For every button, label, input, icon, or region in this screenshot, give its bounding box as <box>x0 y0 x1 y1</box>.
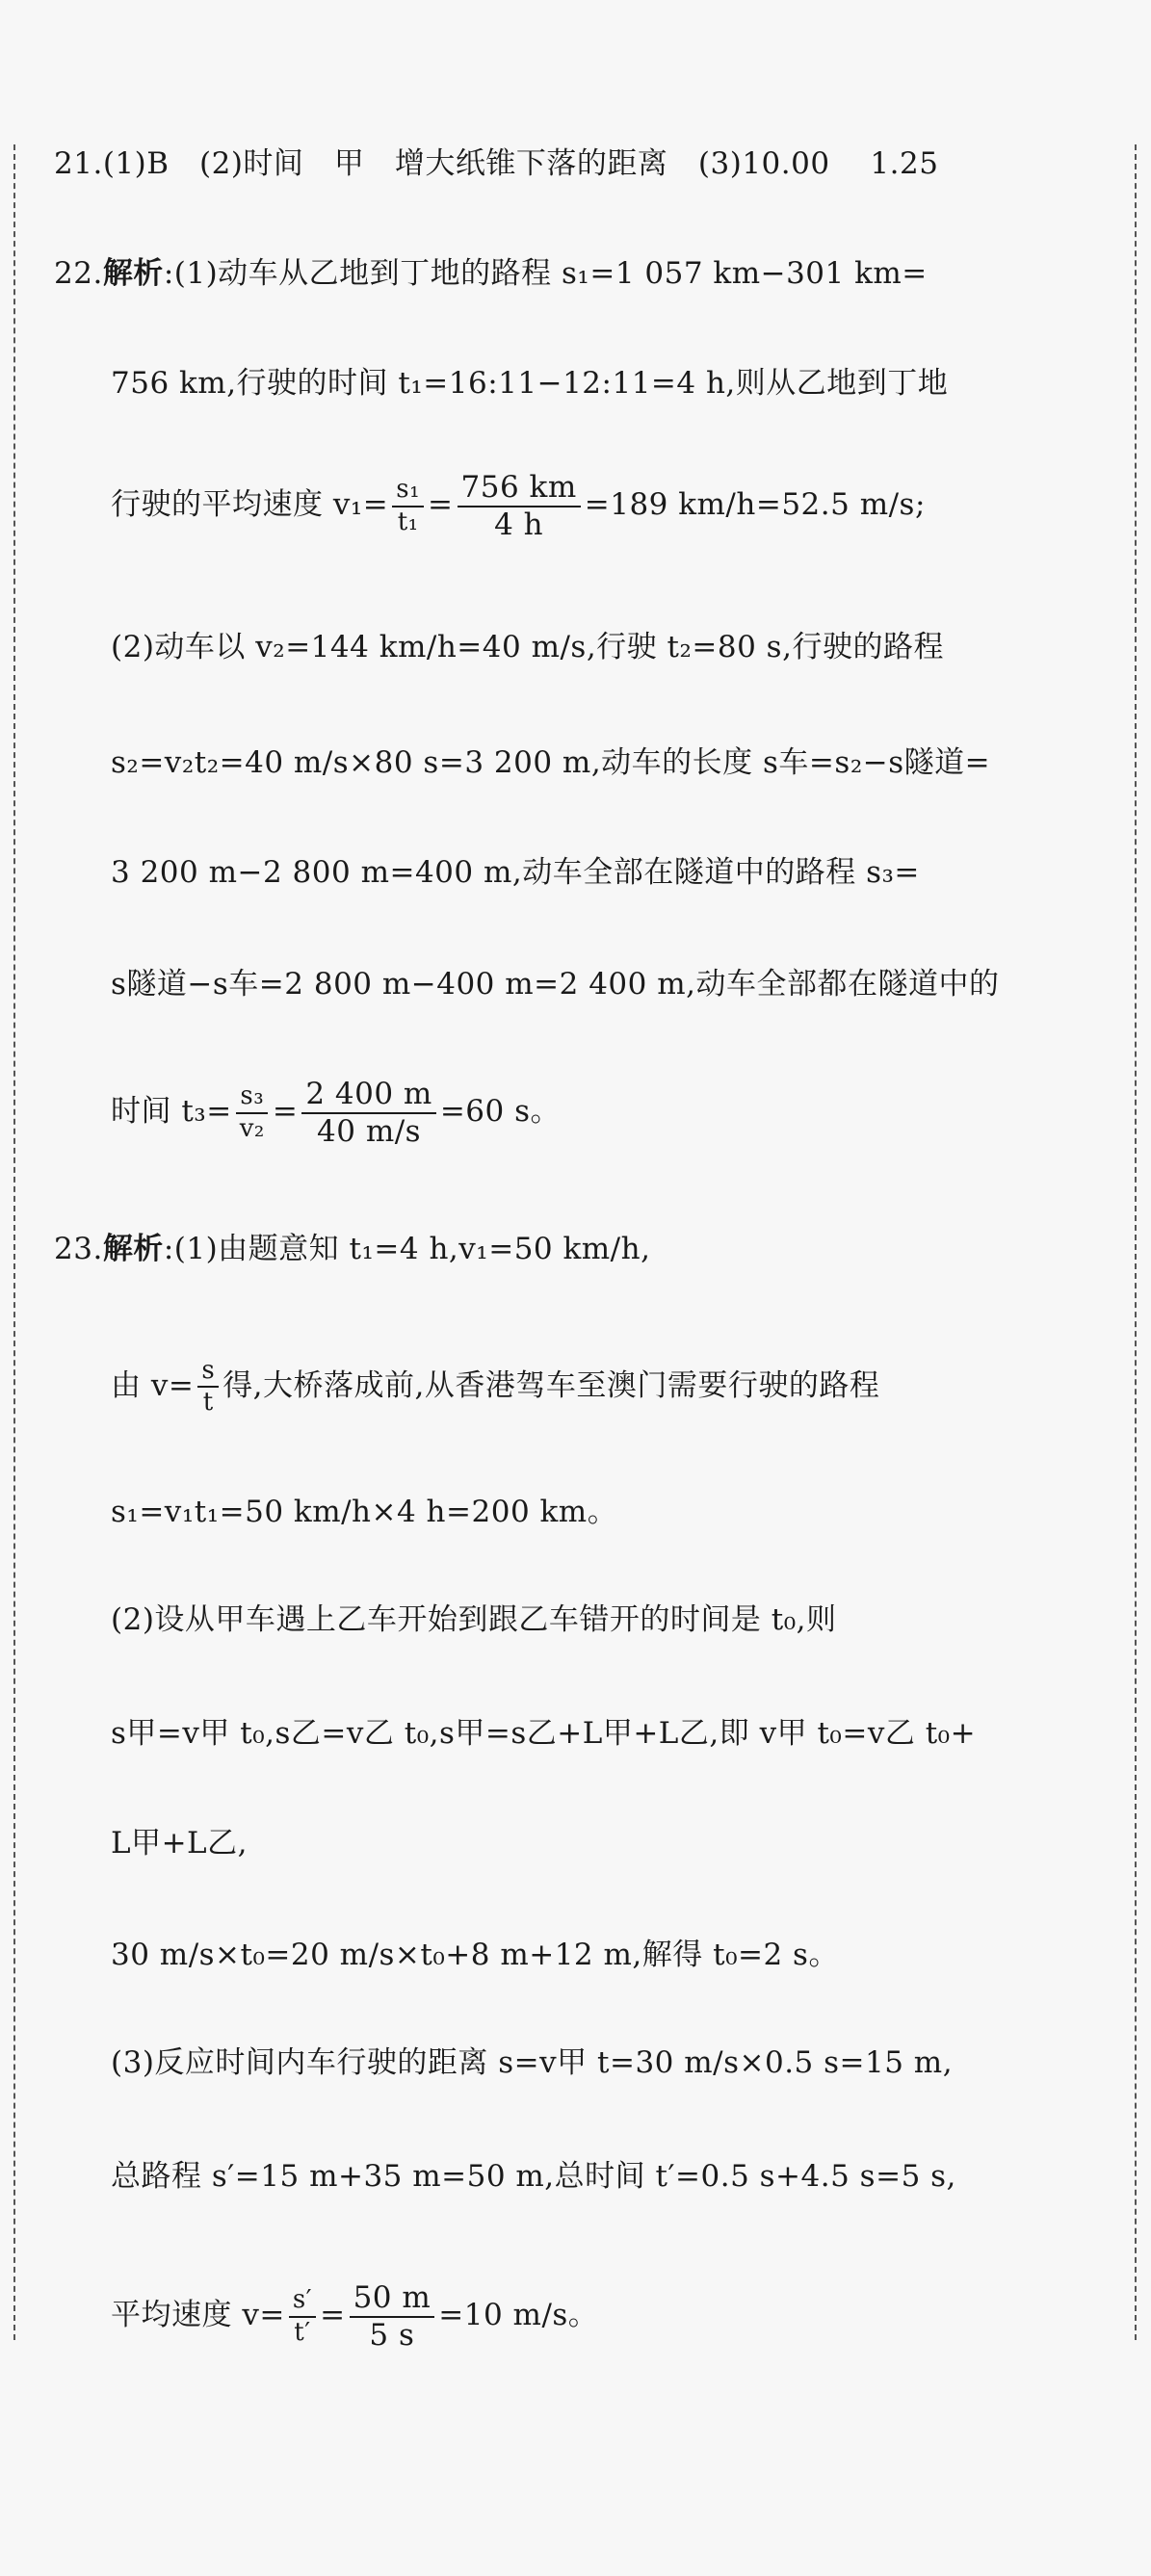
q22-line-3 <box>111 472 926 540</box>
q22-line-2: 756 km,行驶的时间 t₁=16:11−12:11=4 h,则从乙地到丁地 <box>111 366 949 401</box>
frac-den: 4 h <box>494 507 544 542</box>
q22-text-1: :(1)动车从乙地到丁地的路程 s₁=1 057 km−301 km= <box>163 256 928 291</box>
q23-line-2 <box>111 1358 879 1417</box>
frac-den: t₁ <box>397 507 419 536</box>
left-dashed-border <box>13 144 15 2340</box>
frac-den: t′ <box>294 2317 311 2347</box>
q23-l2-post: 得,大桥落成前,从香港驾车至澳门需要行驶的路程 <box>222 1367 880 1403</box>
q23-number: 23. <box>54 1232 103 1266</box>
frac-num: 756 km <box>458 472 581 507</box>
q22-line-6: 3 200 m−2 800 m=400 m,动车全部在隧道中的路程 s₃= <box>111 855 920 890</box>
frac-num: s₁ <box>392 477 424 507</box>
frac-den: t <box>202 1388 214 1418</box>
q22-fraction-2400-40 <box>301 1079 436 1147</box>
q23-fraction-s-t <box>197 1358 219 1417</box>
q23-l2-pre: 由 v= <box>111 1367 195 1403</box>
frac-num: 50 m <box>350 2282 435 2318</box>
frac-den: v₂ <box>239 1113 265 1143</box>
q22-l3-eq: = <box>428 487 454 523</box>
q22-label: 解析 <box>102 256 164 291</box>
q21-line <box>54 143 938 185</box>
q23-line-4: (2)设从甲车遇上乙车开始到跟乙车错开的时间是 t₀,则 <box>111 1602 837 1637</box>
frac-den: 5 s <box>369 2317 415 2353</box>
q22-line-1 <box>54 252 928 295</box>
q23-line-6: L甲+L乙, <box>111 1826 249 1860</box>
right-dashed-border <box>1135 144 1137 2340</box>
frac-num: s₃ <box>236 1083 268 1113</box>
q22-l8-post: =60 s。 <box>439 1094 562 1130</box>
q22-l8-pre: 时间 t₃= <box>111 1094 232 1130</box>
q22-line-4: (2)动车以 v₂=144 km/h=40 m/s,行驶 t₂=80 s,行驶的路程 <box>111 630 944 664</box>
q23-line-3: s₁=v₁t₁=50 km/h×4 h=200 km。 <box>111 1495 618 1529</box>
q22-l3-post: =189 km/h=52.5 m/s; <box>584 487 926 523</box>
q22-fraction-s3-v2 <box>236 1083 269 1142</box>
q23-l10-eq: = <box>320 2298 346 2333</box>
q23-fraction-50-5 <box>350 2282 435 2351</box>
frac-num: s′ <box>289 2287 316 2317</box>
q21-number: 21. <box>54 146 103 181</box>
q23-fraction-s-prime-t-prime <box>289 2287 316 2346</box>
q22-fraction-s1-t1 <box>392 477 424 535</box>
q23-line-8: (3)反应时间内车行驶的距离 s=v甲 t=30 m/s×0.5 s=15 m, <box>111 2045 954 2080</box>
q23-l10-pre: 平均速度 v= <box>111 2298 285 2333</box>
q23-line-5: s甲=v甲 t₀,s乙=v乙 t₀,s甲=s乙+L甲+L乙,即 v甲 t₀=v乙 t₀+ <box>111 1716 977 1751</box>
frac-num: s <box>197 1358 219 1388</box>
q22-number: 22. <box>54 256 103 291</box>
q21-answer: (1)B (2)时间 甲 增大纸锥下落的距离 (3)10.00 1.25 <box>102 146 939 181</box>
q22-l3-pre: 行驶的平均速度 v₁= <box>111 487 389 523</box>
q23-line-7: 30 m/s×t₀=20 m/s×t₀+8 m+12 m,解得 t₀=2 s。 <box>111 1938 839 1972</box>
q23-label: 解析 <box>102 1232 164 1266</box>
q23-line-1 <box>54 1228 650 1270</box>
frac-num: 2 400 m <box>301 1079 436 1114</box>
q22-line-8 <box>111 1079 561 1147</box>
q22-l8-eq: = <box>272 1094 299 1130</box>
q23-line-9: 总路程 s′=15 m+35 m=50 m,总时间 t′=0.5 s+4.5 s=5 s, <box>111 2159 956 2194</box>
q23-line-10 <box>111 2282 598 2351</box>
frac-den: 40 m/s <box>317 1113 422 1149</box>
q22-line-5: s₂=v₂t₂=40 m/s×80 s=3 200 m,动车的长度 s车=s₂−s隧道= <box>111 745 991 780</box>
q23-l10-post: =10 m/s。 <box>438 2298 599 2333</box>
q22-line-7: s隧道−s车=2 800 m−400 m=2 400 m,动车全部都在隧道中的 <box>111 967 1000 1002</box>
q22-fraction-756-4 <box>458 472 581 540</box>
q23-text-1: :(1)由题意知 t₁=4 h,v₁=50 km/h, <box>163 1232 651 1266</box>
